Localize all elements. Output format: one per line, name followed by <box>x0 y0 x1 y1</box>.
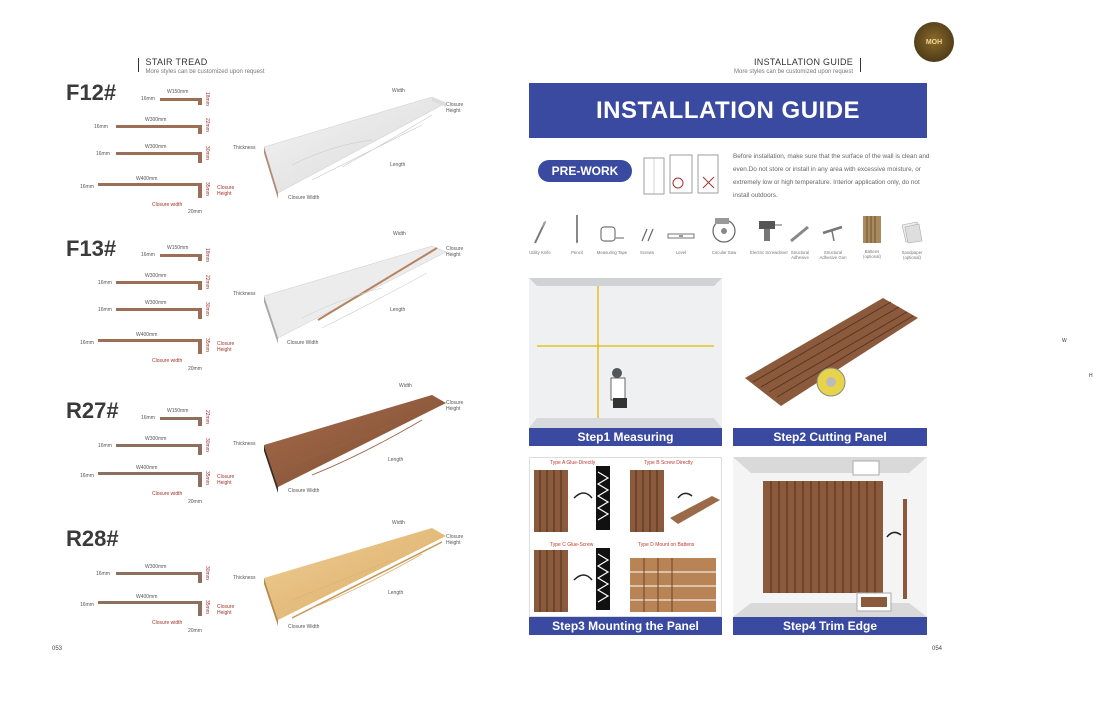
step4-title: Step4 Trim Edge <box>733 617 927 635</box>
profile-shape <box>98 183 202 186</box>
profile-width-label: W400mm <box>136 594 158 600</box>
tool-label: Measuring Tape <box>596 250 628 255</box>
render-width-label: Width <box>393 231 406 237</box>
render-width-label: Width <box>392 88 405 94</box>
tool-level <box>664 227 698 255</box>
tool-electric-screwdriver <box>750 215 788 255</box>
profile-width-label: W300mm <box>145 117 167 123</box>
guide-banner <box>529 83 927 138</box>
profile-height-label: 18mm <box>204 92 210 106</box>
profile-height-label: 22mm <box>204 118 210 132</box>
profile-width-label: W150mm <box>167 408 189 414</box>
tool-label: Utility Knife <box>529 250 551 255</box>
profile-shape-lip <box>198 98 202 105</box>
profile-shape-lip <box>198 601 202 616</box>
measure-h-label: H <box>1089 373 1093 379</box>
profile-shape <box>116 125 202 128</box>
profile-shape <box>98 472 202 475</box>
render-closure-height-label: Closure Height <box>446 102 464 114</box>
profile-thickness-label: 16mm <box>141 252 155 258</box>
step2-title: Step2 Cutting Panel <box>733 428 927 446</box>
closure-width-label: Closure width <box>152 358 183 364</box>
profile-width-label: W150mm <box>167 245 189 251</box>
profile-height-label: 22mm <box>204 275 210 289</box>
tool-circular-saw <box>704 215 744 255</box>
render-closure-width-label: Closure Width <box>287 340 319 346</box>
profile-width-label: W300mm <box>145 300 167 306</box>
closure-height-label: Closure Height <box>217 185 235 197</box>
section-subtitle: More styles can be customized upon request <box>145 69 265 75</box>
electric-screwdriver-icon <box>755 215 783 245</box>
profile-shape-lip <box>198 472 202 487</box>
utility-knife-icon <box>532 219 548 245</box>
profile-height-label: 18mm <box>204 248 210 262</box>
measure-w-label: W <box>1062 338 1067 344</box>
tool-pencil <box>562 213 592 255</box>
profile-thickness-label: 16mm <box>141 415 155 421</box>
type-b-label: Type B Screw Directly <box>644 460 693 466</box>
render-thickness-label: Thickness <box>233 441 256 447</box>
tool-utility-knife <box>522 219 558 255</box>
profile-height-label: 35mm <box>204 600 210 614</box>
render-closure-height-label: Closure Height <box>446 534 464 546</box>
profile-shape-lip <box>198 444 202 455</box>
tool-structural-adhesive <box>784 221 816 260</box>
render-thickness-label: Thickness <box>233 575 256 581</box>
profile-width-label: W400mm <box>136 332 158 338</box>
installation-guide-page <box>500 0 1093 708</box>
closure-width-label: Closure width <box>152 491 183 497</box>
profile-shape <box>160 254 202 257</box>
step4-trim-edge-illustration <box>733 457 927 617</box>
profile-shape <box>116 444 202 447</box>
tool-label: Screws <box>639 250 655 255</box>
profile-thickness-label: 16mm <box>141 96 155 102</box>
step1-title: Step1 Measuring <box>529 428 722 446</box>
profile-height-label: 30mm <box>204 146 210 160</box>
profile-thickness-label: 16mm <box>98 443 112 449</box>
render-length-label: Length <box>390 307 406 313</box>
profile-shape <box>116 281 202 284</box>
product-code-r27: R27# <box>66 398 119 423</box>
section-header <box>138 58 265 77</box>
profile-thickness-label: 16mm <box>96 571 110 577</box>
wall-panel-icon <box>642 152 722 198</box>
render-width-label: Width <box>392 520 405 526</box>
tool-label: Circular Saw <box>711 250 737 255</box>
tool-label: Pencil <box>571 250 583 255</box>
render-width-label: Width <box>399 383 412 389</box>
profile-shape <box>98 339 202 342</box>
profile-shape-lip <box>198 417 202 426</box>
closure-height-label: Closure Height <box>217 604 235 616</box>
profile-shape-lip <box>198 308 202 319</box>
render-length-label: Length <box>388 457 404 463</box>
step3-title: Step3 Mounting the Panel <box>529 617 722 635</box>
profile-height-label: 30mm <box>204 302 210 316</box>
profile-thickness-label: 16mm <box>94 124 108 130</box>
profile-thickness-label: 16mm <box>80 473 94 479</box>
closure-width-label: Closure width <box>152 202 183 208</box>
render-closure-height-label: Closure Height <box>446 400 464 412</box>
tool-battens <box>856 214 888 259</box>
header-divider <box>860 58 861 72</box>
f12-tread-render <box>232 85 472 205</box>
banner-title: INSTALLATION GUIDE <box>595 96 861 124</box>
header-divider <box>138 58 139 72</box>
tool-sandpaper <box>894 219 930 260</box>
measuring-tape-icon <box>599 221 625 245</box>
circular-saw-icon <box>709 215 739 245</box>
adhesive-tube-icon <box>788 221 812 245</box>
type-d-label: Type D Mount on Battens <box>638 542 695 548</box>
profile-shape-lip <box>198 125 202 134</box>
profile-thickness-label: 16mm <box>96 151 110 157</box>
render-length-label: Length <box>388 590 404 596</box>
stair-tread-page <box>0 0 500 708</box>
section-subtitle: More styles can be customized upon request <box>734 69 854 75</box>
profile-thickness-label: 16mm <box>80 184 94 190</box>
profile-shape <box>116 308 202 311</box>
section-header <box>734 58 861 77</box>
render-closure-width-label: Closure Width <box>288 195 320 201</box>
section-title: INSTALLATION GUIDE <box>753 57 854 67</box>
closure-width-value: 20mm <box>188 366 202 372</box>
render-thickness-label: Thickness <box>233 291 256 297</box>
tool-label: Structural Adhesive Gun <box>819 250 847 260</box>
profile-width-label: W300mm <box>145 144 167 150</box>
render-thickness-label: Thickness <box>233 145 256 151</box>
closure-height-label: Closure Height <box>217 341 235 353</box>
profile-shape <box>116 572 202 575</box>
pencil-icon <box>573 213 581 245</box>
profile-shape <box>116 152 202 155</box>
step1-measuring-illustration <box>529 278 722 428</box>
f13-tread-render <box>232 238 472 348</box>
profile-height-label: 35mm <box>204 182 210 196</box>
profile-shape-lip <box>198 152 202 163</box>
profile-shape-lip <box>198 281 202 290</box>
tool-adhesive-gun <box>816 221 850 260</box>
product-code-r28: R28# <box>66 526 119 551</box>
profile-height-label: 35mm <box>204 338 210 352</box>
type-a-label: Type A Glue-Directly <box>550 460 596 466</box>
profile-width-label: W150mm <box>167 89 189 95</box>
profile-width-label: W400mm <box>136 176 158 182</box>
render-closure-width-label: Closure Width <box>288 488 320 494</box>
adhesive-gun-icon <box>820 221 846 245</box>
profile-width-label: W300mm <box>145 436 167 442</box>
profile-height-label: 35mm <box>204 471 210 485</box>
profile-shape <box>160 98 202 101</box>
prework-instructions: Before installation, make sure that the surface of the wall is clean and even.Do not store or install in any area with excessive moisture, or extremely low or high temperature. Interior application only, do not install outdoors. <box>733 153 930 199</box>
step3-mounting-illustration <box>529 457 722 617</box>
battens-icon <box>861 214 883 244</box>
render-length-label: Length <box>390 162 406 168</box>
level-icon <box>666 227 696 245</box>
r28-tread-render <box>232 520 472 630</box>
type-c-label: Type C Glue-Screw <box>550 542 594 548</box>
page-number: 053 <box>52 646 63 652</box>
product-code-f13: F13# <box>66 236 117 261</box>
tool-label: Structural Adhesive <box>790 250 810 260</box>
screws-icon <box>638 223 656 245</box>
closure-width-label: Closure width <box>152 620 183 626</box>
prework-badge: PRE-WORK <box>538 160 632 182</box>
r27-tread-render <box>232 385 472 495</box>
page-number: 054 <box>932 646 943 652</box>
closure-width-value: 20mm <box>188 499 202 505</box>
render-closure-width-label: Closure Width <box>288 624 320 630</box>
profile-height-label: 22mm <box>204 410 210 424</box>
profile-thickness-label: 16mm <box>80 340 94 346</box>
profile-shape-lip <box>198 572 202 583</box>
sandpaper-icon <box>899 219 925 245</box>
tool-label: Battens (optional) <box>863 249 881 259</box>
closure-width-value: 20mm <box>188 628 202 634</box>
profile-width-label: W400mm <box>136 465 158 471</box>
profile-thickness-label: 16mm <box>98 280 112 286</box>
profile-height-label: 30mm <box>204 566 210 580</box>
brand-logo: MOH <box>914 22 954 62</box>
section-title: STAIR TREAD <box>145 57 208 67</box>
profile-thickness-label: 16mm <box>98 307 112 313</box>
tool-screws <box>634 223 660 255</box>
profile-height-label: 30mm <box>204 438 210 452</box>
render-closure-height-label: Closure Height <box>446 246 464 258</box>
profile-shape-lip <box>198 339 202 354</box>
step2-cutting-illustration <box>733 278 927 428</box>
tool-measuring-tape <box>594 221 630 255</box>
tool-label: Level <box>675 250 687 255</box>
closure-height-label: Closure Height <box>217 474 235 486</box>
profile-shape <box>98 601 202 604</box>
profile-shape-lip <box>198 183 202 198</box>
tool-label: Electric Screwdriver <box>750 250 788 255</box>
profile-shape-lip <box>198 254 202 261</box>
closure-width-value: 20mm <box>188 209 202 215</box>
mounting-types-illustration <box>530 458 723 618</box>
product-code-f12: F12# <box>66 80 117 105</box>
profile-shape <box>160 417 202 420</box>
tool-label: Sandpaper (optional) <box>901 250 923 260</box>
profile-width-label: W300mm <box>145 564 167 570</box>
profile-thickness-label: 16mm <box>80 602 94 608</box>
profile-width-label: W300mm <box>145 273 167 279</box>
